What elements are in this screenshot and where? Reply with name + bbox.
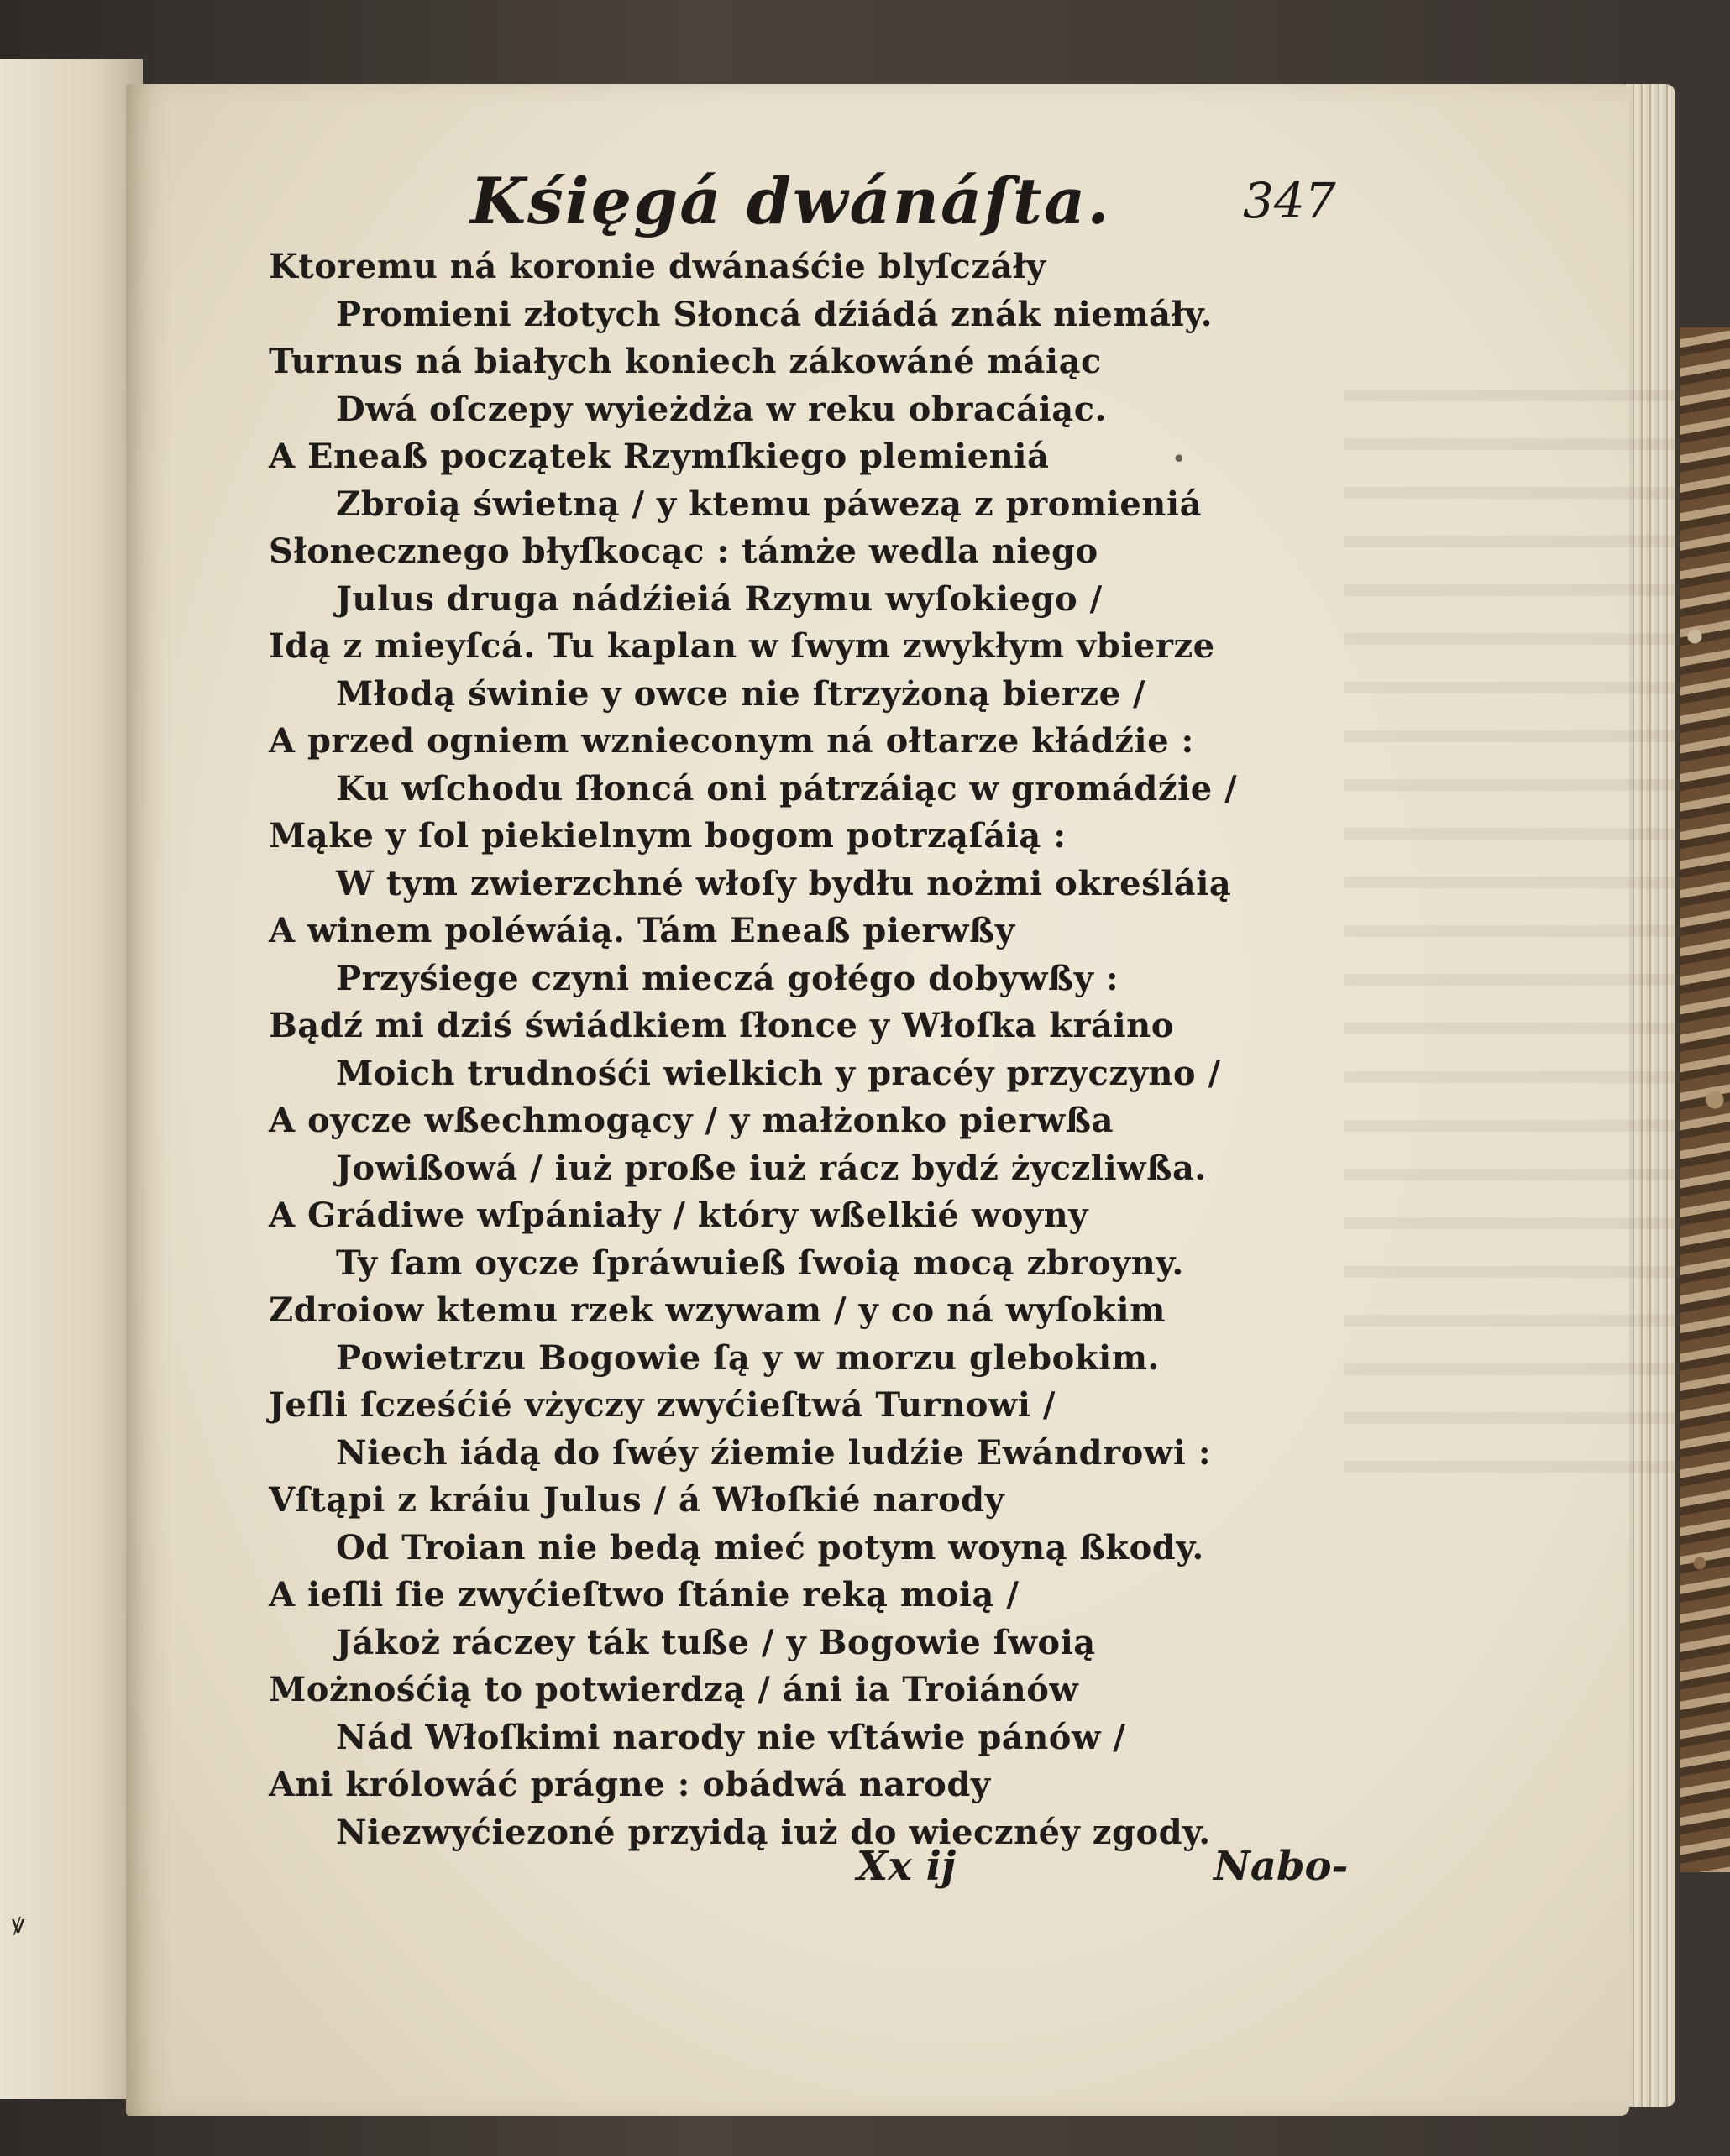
verse-line: Powietrzu Bogowie ſą y w morzu glebokim. — [336, 1337, 1160, 1378]
verse-line: A przed ogniem wznieconym ná ołtarze kłádźie : — [269, 721, 1194, 761]
verse-line: Turnus ná białych koniech zákowáné máiąc — [269, 342, 1102, 381]
marbled-edge — [1680, 327, 1730, 1872]
verse-line: Moich trudnośći wielkich y pracéy przyczyno / — [336, 1053, 1221, 1093]
verse-line: Promieni złotych Słoncá dźiádá znák niemáły. — [336, 294, 1214, 334]
signature-mark: Xx ij — [857, 1843, 957, 1890]
verse-line: Vſtąpi z kráiu Julus / á Włoſkié narody — [269, 1480, 1005, 1520]
catchword: Nabo- — [1214, 1843, 1349, 1890]
verse-line: Zbroią świetną / y ktemu páwezą z promieniá — [336, 484, 1202, 524]
verse-line: Możnośćią to potwierdzą / áni ia Troiánów — [269, 1670, 1079, 1709]
margin-dot: • — [1172, 445, 1187, 474]
verse-line: Ku wſchodu ſłoncá oni pátrzáiąc w gromádźie / — [336, 768, 1238, 808]
verse-line: W tym zwierzchné włoſy bydłu nożmi określáią — [336, 863, 1232, 903]
verse-line: Jowißowá / iuż proße iuż rácz bydź życzliwßa. — [336, 1148, 1207, 1188]
verse-line: Słonecznego błyſkocąc : támże wedla niego — [269, 531, 1098, 571]
running-title: Kśięgá dwánáſta. — [470, 164, 1111, 238]
verse-line: Nád Włoſkimi narody nie vſtáwie pánów / — [336, 1717, 1126, 1757]
verse-line: Jeſli ſcześćié vżyczy zwyćieſtwá Turnowi / — [269, 1385, 1056, 1425]
verse-line: A Eneaß początek Rzymſkiego plemieniá — [269, 437, 1050, 476]
verse-line: Niech iádą do ſwéy źiemie ludźie Ewándrowi : — [336, 1432, 1212, 1473]
verse-line: A Grádiwe wſpániały / który wßelkié woyny — [269, 1196, 1088, 1235]
verse-line: Przyśiege czyni mieczá gołégo dobywßy : — [336, 958, 1119, 998]
verse-line: Ktoremu ná koronie dwánaśćie blyſczáły — [269, 247, 1046, 286]
verse-line: A ieſli ſie zwyćieſtwo ſtánie reką moią / — [269, 1575, 1020, 1614]
page-header — [470, 164, 1352, 256]
verse-line: Ani królowáć prágne : obádwá narody — [269, 1765, 991, 1804]
verse-line: A oycze wßechmogący / y małżonko pierwßa — [269, 1101, 1114, 1140]
verse-line: A winem poléwáią. Tám Eneaß pierwßy — [269, 911, 1015, 950]
verse-line: Od Troian nie bedą mieć potym woyną ßkody. — [336, 1527, 1204, 1567]
show-through — [1344, 353, 1680, 1486]
verse-line: Idą z mieyſcá. Tu kaplan w ſwym zwykłym vbierze — [269, 626, 1215, 666]
verse-line: Niezwyćiezoné przyidą iuż do wiecznéy zgody. — [336, 1812, 1211, 1852]
verse-line: Jákoż ráczey ták tuße / y Bogowie ſwoią — [336, 1622, 1096, 1662]
verse-line: Zdroiow ktemu rzek wzywam / y co ná wyſokim — [269, 1290, 1166, 1330]
verse-line: Mąke y ſol piekielnym bogom potrząſáią : — [269, 816, 1067, 856]
verse-line: Julus druga nádźieiá Rzymu wyſokiego / — [336, 578, 1103, 619]
verse-line: Dwá oſczepy wyieżdża w reku obracáiąc. — [336, 389, 1107, 429]
verse-line: Bądź mi dziś świádkiem ſłonce y Włoſka kráino — [269, 1006, 1174, 1045]
left-page-mark: ꝟ — [12, 1910, 25, 1939]
verse-line: Ty ſam oycze ſpráwuieß ſwoią mocą zbroyny. — [336, 1243, 1184, 1283]
page-number: 347 — [1243, 172, 1336, 229]
verse-line: Młodą świnie y owce nie ſtrzyżoną bierze / — [336, 673, 1146, 714]
left-page — [0, 59, 143, 2099]
